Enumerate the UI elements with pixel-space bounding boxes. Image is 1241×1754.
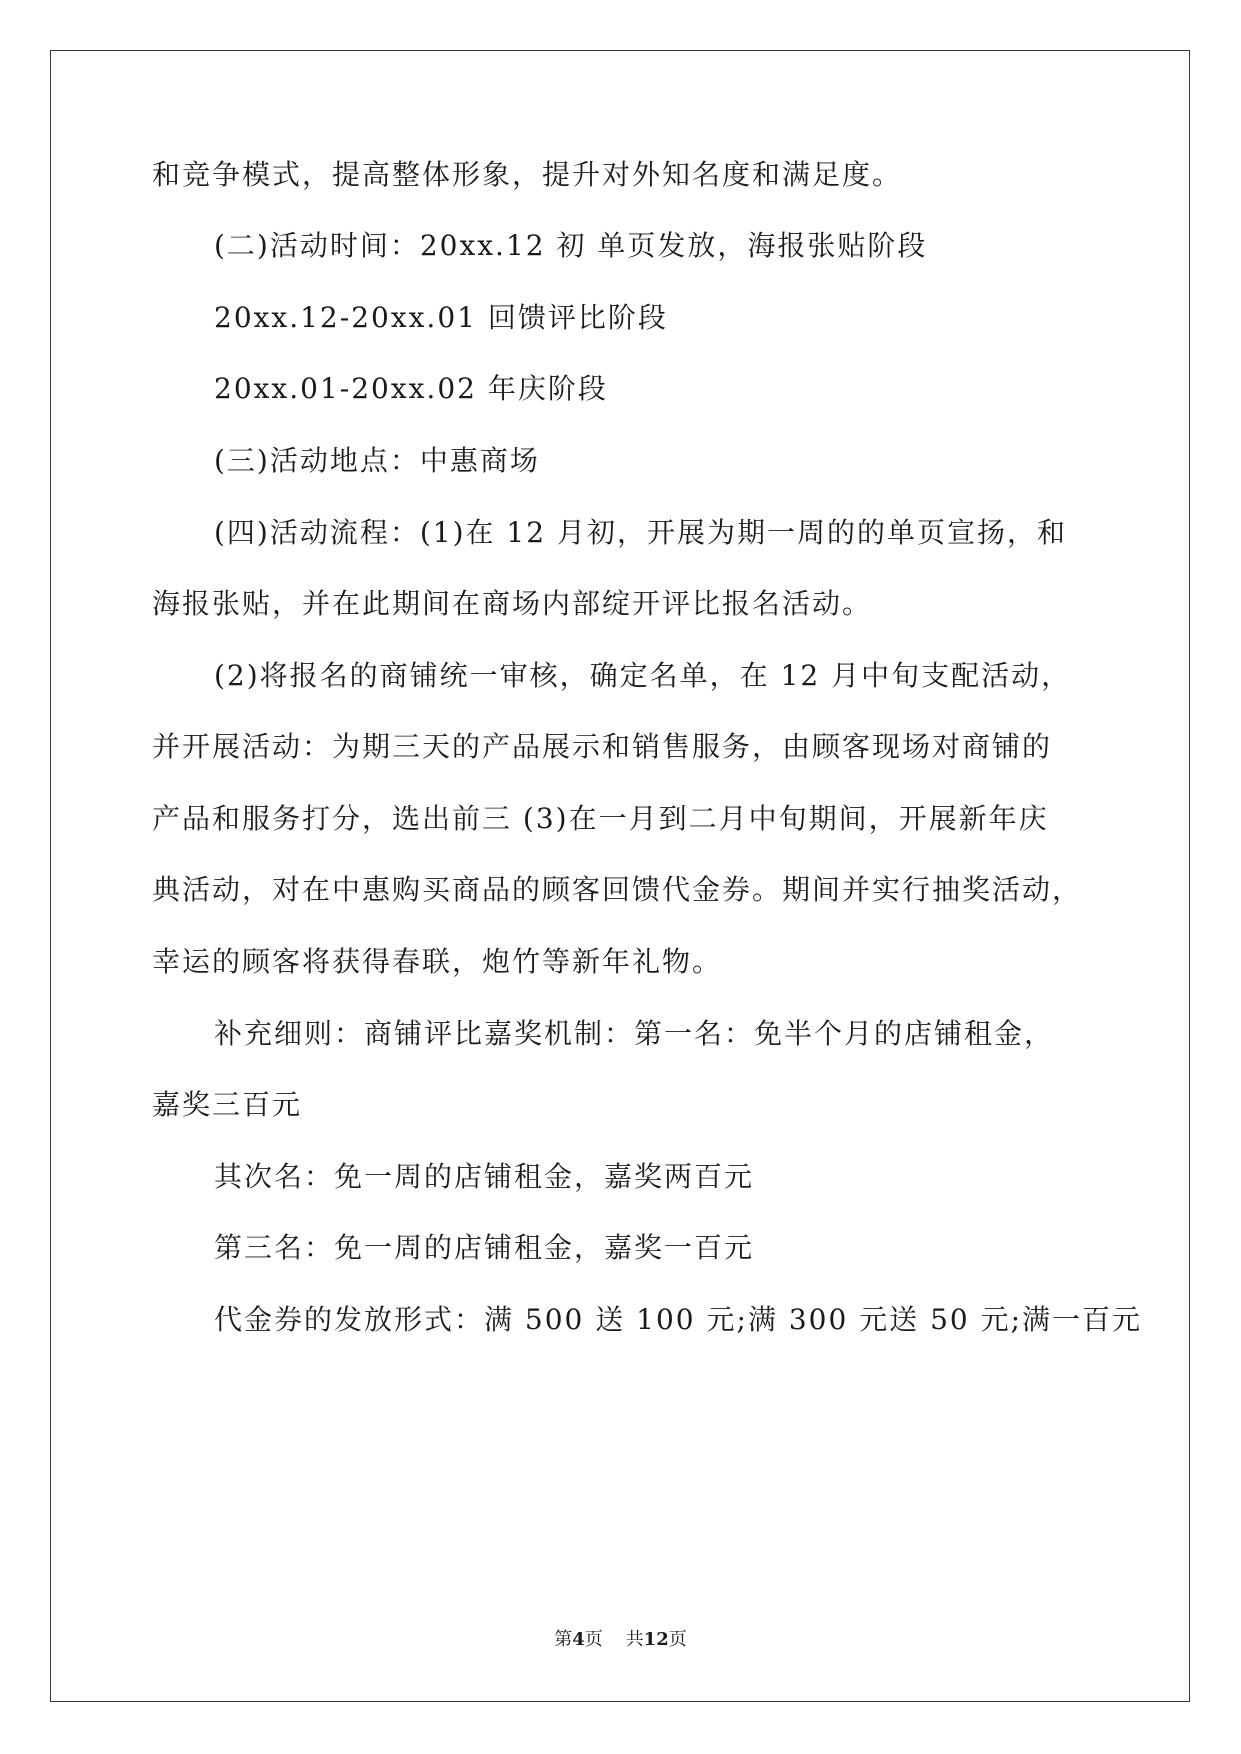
footer-total-suffix: 页 (668, 1629, 687, 1650)
text-line: (四)活动流程：(1)在 12 月初，开展为期一周的的单页宣扬，和 (214, 516, 1067, 549)
text-line: 第三名：免一周的店铺租金，嘉奖一百元 (214, 1231, 755, 1264)
footer-prefix: 第 (554, 1629, 573, 1650)
text-line: 补充细则：商铺评比嘉奖机制：第一名：免半个月的店铺租金， (214, 1017, 1055, 1050)
text-line: 20xx.12-20xx.01 回馈评比阶段 (214, 301, 668, 334)
text-line: (2)将报名的商铺统一审核，确定名单，在 12 月中旬支配活动， (214, 659, 1072, 692)
footer-total-prefix: 共 (625, 1629, 644, 1650)
text-line: 产品和服务打分，选出前三 (3)在一月到二月中旬期间，开展新年庆 (152, 802, 1049, 835)
text-line: (二)活动时间：20xx.12 初 单页发放，海报张贴阶段 (214, 229, 928, 262)
text-line: 并开展活动：为期三天的产品展示和销售服务，由顾客现场对商铺的 (152, 730, 1053, 763)
text-line: 幸运的顾客将获得春联，炮竹等新年礼物。 (152, 945, 723, 978)
text-line: 嘉奖三百元 (152, 1088, 303, 1121)
page-footer (0, 1628, 1241, 1652)
text-line: 其次名：免一周的店铺租金，嘉奖两百元 (214, 1160, 755, 1193)
text-line: (三)活动地点：中惠商场 (214, 444, 540, 477)
text-line: 20xx.01-20xx.02 年庆阶段 (214, 372, 608, 405)
text-line: 和竞争模式，提高整体形象，提升对外知名度和满足度。 (152, 158, 903, 191)
text-line: 海报张贴，并在此期间在商场内部绽开评比报名活动。 (152, 587, 873, 620)
current-page-number: 4 (572, 1629, 585, 1650)
footer-page-suffix: 页 (584, 1629, 603, 1650)
text-line: 代金券的发放形式：满 500 送 100 元;满 300 元送 50 元;满一百元 (214, 1303, 1143, 1336)
text-line: 典活动，对在中惠购买商品的顾客回馈代金券。期间并实行抽奖活动， (152, 873, 1083, 906)
total-pages-number: 12 (643, 1629, 669, 1650)
